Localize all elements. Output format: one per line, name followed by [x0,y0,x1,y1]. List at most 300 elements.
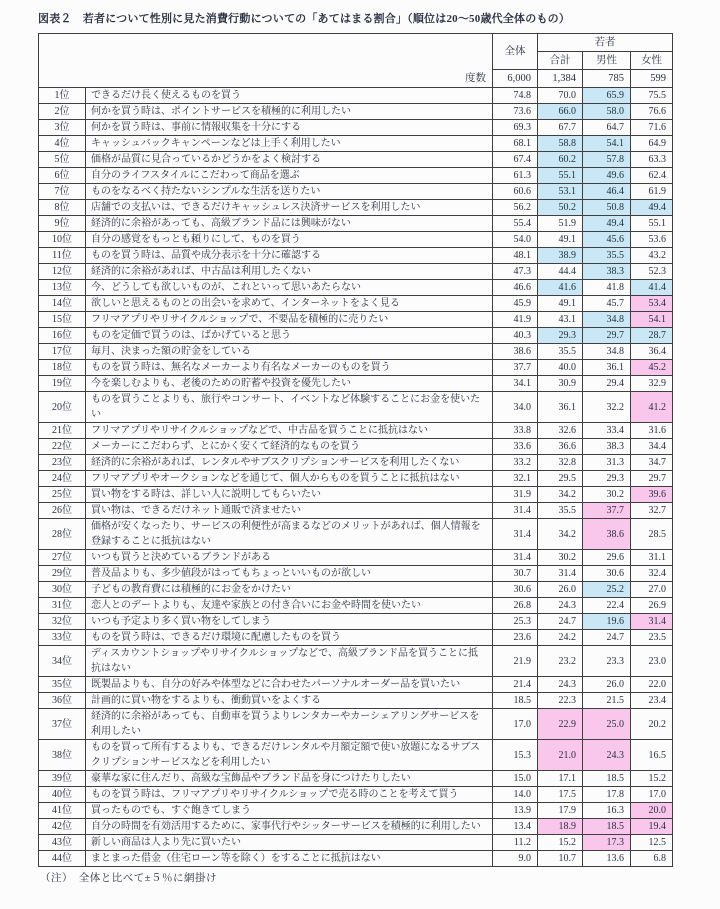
value-cell-male: 26.0 [583,677,631,693]
value-cell-total: 58.8 [538,136,583,152]
value-cell-total: 17.5 [538,787,583,803]
value-cell-overall: 69.3 [493,120,538,136]
rank-cell: 18位 [39,360,86,376]
rank-cell: 23位 [39,455,86,471]
value-cell-male: 35.5 [583,248,631,264]
value-cell-total: 17.1 [538,771,583,787]
rank-cell: 40位 [39,787,86,803]
value-cell-total: 49.1 [538,296,583,312]
table-row [39,630,673,646]
value-cell-overall: 31.4 [493,550,538,566]
table-row [39,455,673,471]
value-cell-overall: 25.3 [493,614,538,630]
value-cell-female: 76.6 [631,104,673,120]
item-text-cell: 計画的に買い物をするよりも、衝動買いをよくする [86,693,493,709]
value-cell-overall: 38.6 [493,344,538,360]
value-cell-overall: 33.2 [493,455,538,471]
value-cell-female: 29.7 [631,471,673,487]
value-cell-male: 45.6 [583,232,631,248]
table-row [39,566,673,582]
value-cell-female: 32.4 [631,566,673,582]
item-text-cell: キャッシュバックキャンペーンなどは上手く利用したい [86,136,493,152]
rank-cell: 16位 [39,328,86,344]
item-text-cell: できるだけ長く使えるものを買う [86,88,493,104]
rank-cell: 2位 [39,104,86,120]
value-cell-overall: 60.6 [493,184,538,200]
value-cell-total: 31.4 [538,566,583,582]
item-text-cell: 子どもの教育費には積極的にお金をかけたい [86,582,493,598]
value-cell-overall: 55.4 [493,216,538,232]
value-cell-male: 21.5 [583,693,631,709]
item-text-cell: 自分の時間を有効活用するために、家事代行やシッターサービスを積極的に利用したい [86,819,493,835]
rank-cell: 29位 [39,566,86,582]
value-cell-total: 30.9 [538,376,583,392]
value-cell-total: 17.9 [538,803,583,819]
table-row [39,503,673,519]
value-cell-overall: 56.2 [493,200,538,216]
value-cell-female: 28.5 [631,519,673,550]
col-header-total: 合計 [538,52,583,70]
value-cell-male: 38.3 [583,439,631,455]
value-cell-total: 36.1 [538,392,583,423]
rank-cell: 35位 [39,677,86,693]
col-header-overall: 全体 [493,34,538,70]
table-row [39,184,673,200]
value-cell-overall: 9.0 [493,851,538,867]
table-row [39,519,673,550]
freq-total: 1,384 [538,70,583,88]
value-cell-female: 32.9 [631,376,673,392]
value-cell-female: 12.5 [631,835,673,851]
value-cell-male: 16.3 [583,803,631,819]
value-cell-female: 23.4 [631,693,673,709]
value-cell-total: 24.3 [538,677,583,693]
rank-cell: 14位 [39,296,86,312]
table-row [39,168,673,184]
item-text-cell: 既製品よりも、自分の好みや体型などに合わせたパーソナルオーダー品を買いたい [86,677,493,693]
item-text-cell: 買ったものでも、すぐ飽きてしまう [86,803,493,819]
value-cell-total: 34.2 [538,487,583,503]
table-row [39,264,673,280]
table-row [39,232,673,248]
value-cell-overall: 48.1 [493,248,538,264]
table-row [39,835,673,851]
rank-cell: 11位 [39,248,86,264]
value-cell-male: 33.4 [583,423,631,439]
value-cell-female: 55.1 [631,216,673,232]
value-cell-male: 19.6 [583,614,631,630]
table-row [39,248,673,264]
value-cell-male: 57.8 [583,152,631,168]
value-cell-overall: 34.0 [493,392,538,423]
value-cell-female: 32.7 [631,503,673,519]
item-text-cell: 毎月、決まった額の貯金をしている [86,344,493,360]
value-cell-male: 45.7 [583,296,631,312]
value-cell-male: 30.2 [583,487,631,503]
rank-cell: 32位 [39,614,86,630]
freq-overall: 6,000 [493,70,538,88]
rank-cell: 12位 [39,264,86,280]
value-cell-female: 23.5 [631,630,673,646]
item-text-cell: 経済的に余裕があっても、高級ブランド品には興味がない [86,216,493,232]
table-row [39,376,673,392]
table-header [39,34,673,88]
table-row [39,423,673,439]
value-cell-total: 23.2 [538,646,583,677]
value-cell-overall: 34.1 [493,376,538,392]
item-text-cell: ものを定価で買うのは、ばかげていると思う [86,328,493,344]
value-cell-female: 53.6 [631,232,673,248]
rank-cell: 24位 [39,471,86,487]
rank-cell: 39位 [39,771,86,787]
freq-label-cell [39,34,493,88]
value-cell-female: 41.4 [631,280,673,296]
value-cell-total: 67.7 [538,120,583,136]
value-cell-total: 50.2 [538,200,583,216]
item-text-cell: いつも買うと決めているブランドがある [86,550,493,566]
rank-cell: 21位 [39,423,86,439]
value-cell-male: 24.7 [583,630,631,646]
table-row [39,646,673,677]
value-cell-male: 46.4 [583,184,631,200]
value-cell-female: 36.4 [631,344,673,360]
table-row [39,693,673,709]
value-cell-female: 71.6 [631,120,673,136]
item-text-cell: ものを買う時は、できるだけ環境に配慮したものを買う [86,630,493,646]
table-row [39,360,673,376]
item-text-cell: メーカーにこだわらず、とにかく安くて経済的なものを買う [86,439,493,455]
value-cell-female: 22.0 [631,677,673,693]
item-text-cell: 買い物をする時は、詳しい人に説明してもらいたい [86,487,493,503]
table-row [39,803,673,819]
rank-cell: 43位 [39,835,86,851]
table-row [39,280,673,296]
value-cell-male: 29.7 [583,328,631,344]
item-text-cell: 経済的に余裕があれば、レンタルやサブスクリプションサービスを利用したくない [86,455,493,471]
value-cell-total: 29.5 [538,471,583,487]
value-cell-female: 61.9 [631,184,673,200]
item-text-cell: 買い物は、できるだけネット通販で済ませたい [86,503,493,519]
value-cell-female: 20.2 [631,709,673,740]
value-cell-overall: 32.1 [493,471,538,487]
rank-cell: 30位 [39,582,86,598]
col-header-youth: 若者 [538,34,673,52]
value-cell-total: 29.3 [538,328,583,344]
value-cell-male: 25.0 [583,709,631,740]
value-cell-overall: 45.9 [493,296,538,312]
value-cell-total: 24.2 [538,630,583,646]
value-cell-male: 17.3 [583,835,631,851]
value-cell-overall: 23.6 [493,630,538,646]
value-cell-overall: 15.3 [493,740,538,771]
item-text-cell: 豪華な家に住んだり、高級な宝飾品やブランド品を身につけたりしたい [86,771,493,787]
value-cell-female: 41.2 [631,392,673,423]
table-row [39,152,673,168]
value-cell-male: 30.6 [583,566,631,582]
value-cell-overall: 31.9 [493,487,538,503]
table-row [39,392,673,423]
table-row [39,598,673,614]
item-text-cell: 価格が安くなったり、サービスの利便性が高まるなどのメリットがあれば、個人情報を登録することに抵抗はない [86,519,493,550]
value-cell-overall: 30.7 [493,566,538,582]
value-cell-overall: 41.9 [493,312,538,328]
rank-cell: 22位 [39,439,86,455]
value-cell-male: 23.3 [583,646,631,677]
value-cell-overall: 14.0 [493,787,538,803]
value-cell-total: 55.1 [538,168,583,184]
value-cell-male: 41.8 [583,280,631,296]
table-row [39,120,673,136]
table-row [39,787,673,803]
value-cell-total: 10.7 [538,851,583,867]
value-cell-overall: 40.3 [493,328,538,344]
table-row [39,296,673,312]
item-text-cell: 店舗での支払いは、できるだけキャッシュレス決済サービスを利用したい [86,200,493,216]
rank-cell: 28位 [39,519,86,550]
value-cell-total: 41.6 [538,280,583,296]
table-row [39,487,673,503]
rank-cell: 7位 [39,184,86,200]
rank-cell: 13位 [39,280,86,296]
rank-cell: 38位 [39,740,86,771]
value-cell-total: 43.1 [538,312,583,328]
rank-cell: 9位 [39,216,86,232]
value-cell-overall: 31.4 [493,519,538,550]
item-text-cell: ものを買って所有するよりも、できるだけレンタルや月額定額で使い放題になるサブスクリプションサービスなどを利用したい [86,740,493,771]
item-text-cell: 自分の感覚をもっとも頼りにして、ものを買う [86,232,493,248]
value-cell-overall: 26.8 [493,598,538,614]
item-text-cell: ものを買う時は、フリマアプリやリサイクルショップで売る時のことを考えて買う [86,787,493,803]
value-cell-male: 50.8 [583,200,631,216]
value-cell-total: 40.0 [538,360,583,376]
item-text-cell: 今、どうしても欲しいものが、これといって思いあたらない [86,280,493,296]
value-cell-male: 31.3 [583,455,631,471]
value-cell-female: 31.1 [631,550,673,566]
item-text-cell: 何かを買う時は、事前に情報収集を十分にする [86,120,493,136]
item-text-cell: フリマアプリやリサイクルショップなどで、中古品を買うことに抵抗はない [86,423,493,439]
value-cell-overall: 61.3 [493,168,538,184]
item-text-cell: 欲しいと思えるものとの出会いを求めて、インターネットをよく見る [86,296,493,312]
value-cell-total: 26.0 [538,582,583,598]
value-cell-female: 54.1 [631,312,673,328]
col-header-male: 男性 [583,52,631,70]
value-cell-male: 34.8 [583,344,631,360]
figure-title: 図表２ 若者について性別に見た消費行動についての「あてはまる割合」（順位は20～50歳代全体のもの） [38,13,571,25]
value-cell-male: 18.5 [583,819,631,835]
item-text-cell: ものを買う時は、無名なメーカーより有名なメーカーのものを買う [86,360,493,376]
value-cell-female: 64.9 [631,136,673,152]
rank-cell: 6位 [39,168,86,184]
rank-cell: 4位 [39,136,86,152]
value-cell-female: 43.2 [631,248,673,264]
rank-cell: 5位 [39,152,86,168]
value-cell-total: 21.0 [538,740,583,771]
value-cell-female: 15.2 [631,771,673,787]
table-row [39,88,673,104]
table-row [39,677,673,693]
value-cell-male: 29.4 [583,376,631,392]
value-cell-total: 24.3 [538,598,583,614]
rank-cell: 26位 [39,503,86,519]
table-row [39,851,673,867]
table-row [39,216,673,232]
value-cell-total: 51.9 [538,216,583,232]
value-cell-total: 32.8 [538,455,583,471]
rank-cell: 34位 [39,646,86,677]
item-text-cell: ものを買う時は、品質や成分表示を十分に確認する [86,248,493,264]
rank-cell: 19位 [39,376,86,392]
value-cell-female: 62.4 [631,168,673,184]
value-cell-total: 35.5 [538,344,583,360]
value-cell-female: 52.3 [631,264,673,280]
value-cell-male: 29.3 [583,471,631,487]
value-cell-overall: 11.2 [493,835,538,851]
rank-cell: 3位 [39,120,86,136]
value-cell-overall: 54.0 [493,232,538,248]
value-cell-total: 15.2 [538,835,583,851]
table-row [39,471,673,487]
value-cell-male: 49.6 [583,168,631,184]
value-cell-female: 27.0 [631,582,673,598]
value-cell-male: 38.6 [583,519,631,550]
table-row [39,200,673,216]
value-cell-female: 39.6 [631,487,673,503]
value-cell-total: 38.9 [538,248,583,264]
table-row [39,439,673,455]
value-cell-total: 53.1 [538,184,583,200]
value-cell-overall: 15.0 [493,771,538,787]
item-text-cell: フリマアプリやオークションなどを通じて、個人からものを買うことに抵抗はない [86,471,493,487]
item-text-cell: ものをなるべく持たないシンプルな生活を送りたい [86,184,493,200]
table-row [39,136,673,152]
value-cell-total: 44.4 [538,264,583,280]
value-cell-overall: 13.4 [493,819,538,835]
value-cell-overall: 67.4 [493,152,538,168]
freq-female: 599 [631,70,673,88]
value-cell-male: 25.2 [583,582,631,598]
value-cell-female: 34.7 [631,455,673,471]
item-text-cell: 自分のライフスタイルにこだわって商品を選ぶ [86,168,493,184]
value-cell-female: 23.0 [631,646,673,677]
value-cell-male: 65.9 [583,88,631,104]
col-header-female: 女性 [631,52,673,70]
value-cell-overall: 13.9 [493,803,538,819]
value-cell-overall: 46.6 [493,280,538,296]
rank-cell: 33位 [39,630,86,646]
item-text-cell: 恋人とのデートよりも、友達や家族との付き合いにお金や時間を使いたい [86,598,493,614]
value-cell-male: 54.1 [583,136,631,152]
value-cell-total: 66.0 [538,104,583,120]
value-cell-female: 6.8 [631,851,673,867]
table-row [39,740,673,771]
item-text-cell: フリマアプリやリサイクルショップで、不要品を積極的に売りたい [86,312,493,328]
freq-male: 785 [583,70,631,88]
value-cell-female: 31.4 [631,614,673,630]
item-text-cell: 普及品よりも、多少値段がはってもちょっといいものが欲しい [86,566,493,582]
table-row [39,819,673,835]
value-cell-male: 18.5 [583,771,631,787]
value-cell-female: 75.5 [631,88,673,104]
table-row [39,550,673,566]
value-cell-male: 38.3 [583,264,631,280]
item-text-cell: 何かを買う時は、ポイントサービスを積極的に利用したい [86,104,493,120]
rank-cell: 20位 [39,392,86,423]
item-text-cell: ディスカウントショップやリサイクルショップなどで、高級ブランド品を買うことに抵抗はない [86,646,493,677]
item-text-cell: まとまった借金（住宅ローン等を除く）をすることに抵抗はない [86,851,493,867]
item-text-cell: 新しい商品は人より先に買いたい [86,835,493,851]
value-cell-overall: 31.4 [493,503,538,519]
rank-cell: 42位 [39,819,86,835]
value-cell-total: 18.9 [538,819,583,835]
value-cell-total: 49.1 [538,232,583,248]
rank-cell: 44位 [39,851,86,867]
rank-cell: 1位 [39,88,86,104]
table-row [39,328,673,344]
consumption-behavior-table [38,33,673,867]
value-cell-overall: 73.6 [493,104,538,120]
value-cell-male: 32.2 [583,392,631,423]
value-cell-overall: 33.8 [493,423,538,439]
value-cell-total: 60.2 [538,152,583,168]
value-cell-male: 49.4 [583,216,631,232]
value-cell-male: 17.8 [583,787,631,803]
table-row [39,312,673,328]
value-cell-total: 32.6 [538,423,583,439]
value-cell-total: 70.0 [538,88,583,104]
table-row [39,104,673,120]
rank-cell: 15位 [39,312,86,328]
value-cell-male: 58.0 [583,104,631,120]
item-text-cell: いつも予定より多く買い物をしてしまう [86,614,493,630]
item-text-cell: 経済的に余裕があっても、自動車を買うよりレンタカーやカーシェアリングサービスを利用したい [86,709,493,740]
rank-cell: 10位 [39,232,86,248]
value-cell-female: 16.5 [631,740,673,771]
rank-cell: 8位 [39,200,86,216]
value-cell-total: 34.2 [538,519,583,550]
value-cell-female: 28.7 [631,328,673,344]
value-cell-overall: 74.8 [493,88,538,104]
value-cell-male: 37.7 [583,503,631,519]
value-cell-female: 19.4 [631,819,673,835]
value-cell-female: 63.3 [631,152,673,168]
value-cell-male: 13.6 [583,851,631,867]
item-text-cell: 今を楽しむよりも、老後のための貯蓄や投資を優先したい [86,376,493,392]
table-row [39,614,673,630]
value-cell-total: 24.7 [538,614,583,630]
rank-cell: 27位 [39,550,86,566]
rank-cell: 37位 [39,709,86,740]
table-row [39,771,673,787]
item-text-cell: 経済的に余裕があれば、中古品は利用したくない [86,264,493,280]
value-cell-female: 17.0 [631,787,673,803]
value-cell-overall: 17.0 [493,709,538,740]
value-cell-male: 34.8 [583,312,631,328]
table-row [39,709,673,740]
value-cell-overall: 21.9 [493,646,538,677]
value-cell-female: 45.2 [631,360,673,376]
value-cell-total: 22.9 [538,709,583,740]
value-cell-female: 34.4 [631,439,673,455]
value-cell-overall: 21.4 [493,677,538,693]
item-text-cell: ものを買うことよりも、旅行やコンサート、イベントなど体験することにお金を使いたい [86,392,493,423]
value-cell-female: 31.6 [631,423,673,439]
value-cell-female: 49.4 [631,200,673,216]
freq-label: 度数 [465,73,486,84]
table-row [39,582,673,598]
value-cell-total: 36.6 [538,439,583,455]
value-cell-male: 36.1 [583,360,631,376]
value-cell-female: 20.0 [631,803,673,819]
